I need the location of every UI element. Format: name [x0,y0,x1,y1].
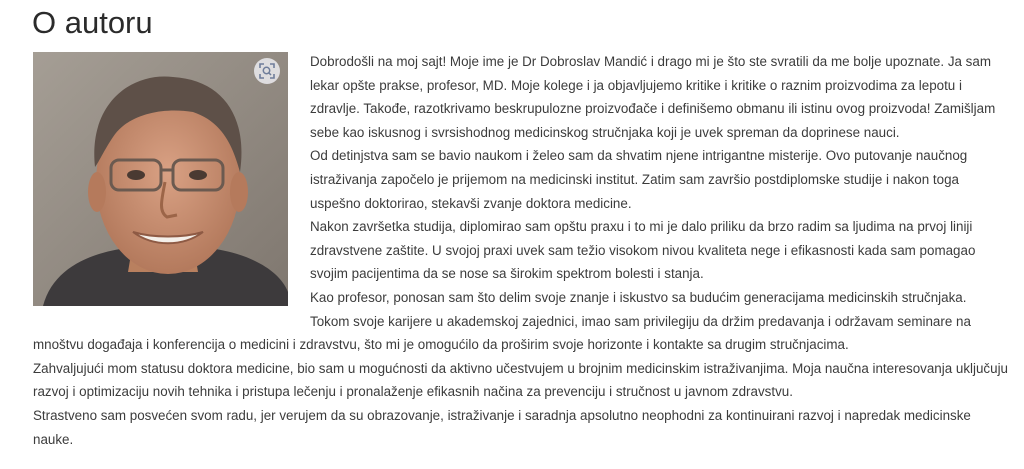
bio-paragraph: Zahvaljujući mom statusu doktora medicine, bio sam u mogućnosti da aktivno učestvujem u brojnim medicinskim istraživanjima. Moja naučna interesovanja uključuju razvoj i optimizaciju novih tehnika i pristupa lečenju i pronalaženje efikasnih načina za prevenciju i stručnost u javnom zdravstvu. [33,360,1008,400]
section-title: O autoru [32,5,153,40]
author-bio [33,50,1008,451]
bio-paragraph: Nakon završetka studija, diplomirao sam opštu praxu i to mi je dalo priliku da brzo radim sa ljudima na prvoj liniji zdravstvene zaštite. U svojoj praxi uvek sam težio visokom nivou kvaliteta nege i efikasnosti kada sam pomagao svojim pacijentima da se nose sa širokim spektrom bolesti i stanja. [310,219,976,282]
bio-paragraph: Dobrodošli na moj sajt! Moje ime je Dr Dobroslav Mandić i drago mi je što ste svratili da me bolje upoznate. Ja sam lekar opšte prakse, profesor, MD. Moje kolege i ja objavljujemo kritike i kritike o raznim proizvodima za lepotu i zdravlje. Takođe, razotkrivamo beskrupulozne proizvođače i definišemo obmanu ili istinu ovog proizvoda! Zamišljam sebe kao iskusnog i svrsishodnog medicinskog stručnjaka koji je uvek spreman da doprinese nauci. [310,54,996,140]
bio-paragraph: Kao profesor, ponosan sam što delim svoje znanje i iskustvo sa budućim generacijama medicinskih stručnjaka. Tokom svoje karijere u akademskoj zajednici, imao sam privilegiju da držim predavanja i održavam seminare na mnoštvu događaja i konferencija o medicini i zdravstvu, što mi je omogućilo da proširim svoje horizonte i kontakte sa drugim stručnjacima. [33,289,971,353]
bio-paragraph: Od detinjstva sam se bavio naukom i želeo sam da shvatim njene intrigantne misterije. Ovo putovanje naučnog istraživanja započelo je prijemom na medicinski institut. Zatim sam završio postdiplomske studije i nakon toga uspešno doktorirao, stekavši zvanje doktora medicine. [310,148,968,211]
photo-spacer [33,50,288,328]
bio-paragraph: Strastveno sam posvećen svom radu, jer verujem da su obrazovanje, istraživanje i saradnja apsolutno neophodni za kontinuirani razvoj i napredak medicinske nauke. [33,407,971,447]
